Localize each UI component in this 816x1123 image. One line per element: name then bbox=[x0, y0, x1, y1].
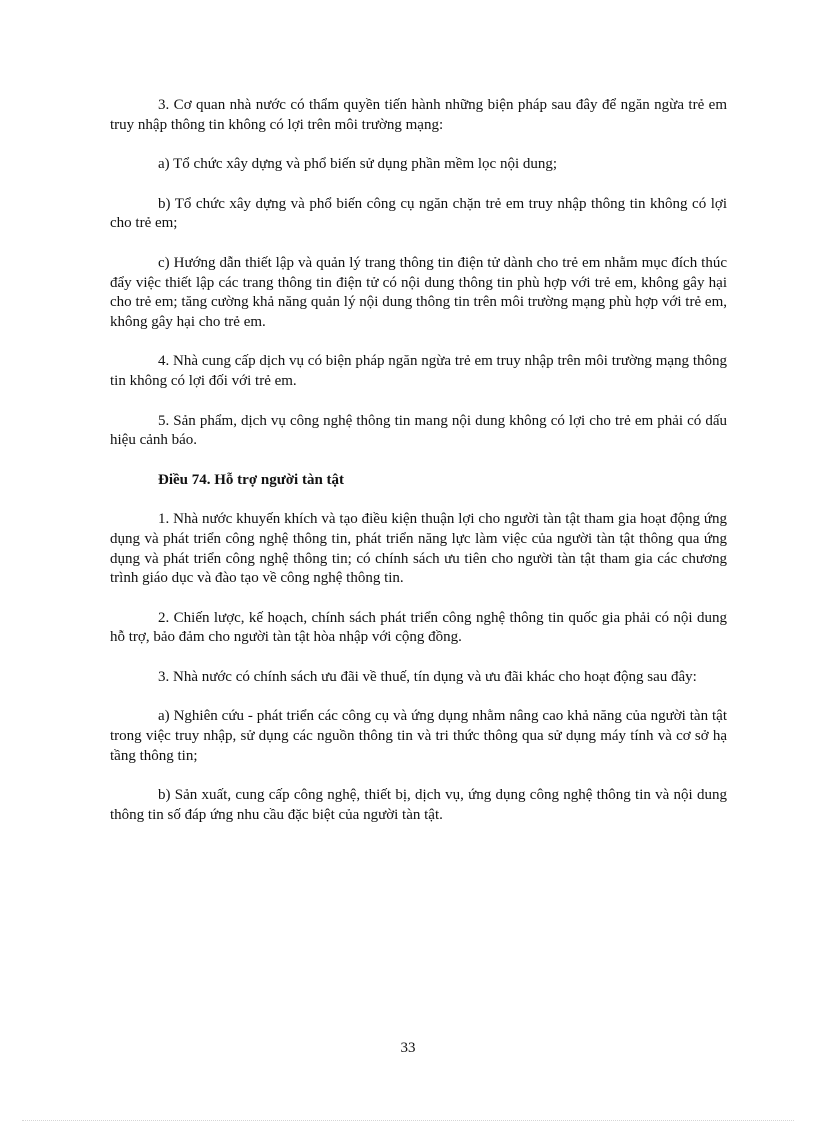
paragraph-5: 5. Sản phẩm, dịch vụ công nghệ thông tin mang nội dung không có lợi cho trẻ em phải có dấu hiệu cảnh báo. bbox=[110, 412, 727, 449]
document-body bbox=[110, 96, 727, 845]
article-74-paragraph-3: 3. Nhà nước có chính sách ưu đãi về thuế, tín dụng và ưu đãi khác cho hoạt động sau đây: bbox=[158, 668, 697, 685]
article-74-paragraph-3a: a) Nghiên cứu - phát triển các công cụ và ứng dụng nhằm nâng cao khả năng của người tàn tật trong việc truy nhập, sử dụng các nguồn thông tin và tri thức thông qua sử dụng máy tính và cơ sở hạ tầng thông tin; bbox=[110, 708, 727, 764]
article-74-paragraph-2: 2. Chiến lược, kế hoạch, chính sách phát triển công nghệ thông tin quốc gia phải có nội dung hỗ trợ, bảo đảm cho người tàn tật hòa nhập với cộng đồng. bbox=[110, 609, 727, 646]
article-74-paragraph-3b: b) Sản xuất, cung cấp công nghệ, thiết bị, dịch vụ, ứng dụng công nghệ thông tin và nội dung thông tin số đáp ứng nhu cầu đặc biệt của người tàn tật. bbox=[110, 787, 727, 823]
paragraph-3b: b) Tổ chức xây dựng và phổ biến công cụ ngăn chặn trẻ em truy nhập thông tin không có lợi cho trẻ em; bbox=[110, 195, 727, 232]
paragraph-4: 4. Nhà cung cấp dịch vụ có biện pháp ngăn ngừa trẻ em truy nhập trên môi trường mạng thông tin không có lợi đối với trẻ em. bbox=[110, 353, 727, 389]
page-number: 33 bbox=[400, 1040, 416, 1056]
page-bottom-divider bbox=[22, 1120, 794, 1121]
paragraph-3-preventive-measures: 3. Cơ quan nhà nước có thẩm quyền tiến hành những biện pháp sau đây để ngăn ngừa trẻ em truy nhập thông tin không có lợi trên môi trường mạng: bbox=[110, 97, 727, 133]
article-74-paragraph-1: 1. Nhà nước khuyến khích và tạo điều kiện thuận lợi cho người tàn tật tham gia hoạt động ứng dụng và phát triển công nghệ thông tin, phát triển năng lực làm việc của người tàn tật thông qua ứng dụng và phát triển công nghệ thông tin; có chính sách ưu tiên cho người tàn tật tham gia các chương trình giáo dục và đào tạo về công nghệ thông tin. bbox=[110, 511, 727, 587]
paragraph-3a: a) Tổ chức xây dựng và phổ biến sử dụng phần mềm lọc nội dung; bbox=[158, 156, 558, 173]
paragraph-3c: c) Hướng dẫn thiết lập và quản lý trang thông tin điện tử dành cho trẻ em nhằm mục đích thúc đẩy việc thiết lập các trang thông tin điện tử có nội dung thông tin phù hợp với trẻ em, không gây hại cho trẻ em; tăng cường khả năng quản lý nội dung thông tin trên môi trường mạng phù hợp với trẻ em, không gây hại cho trẻ em. bbox=[110, 254, 727, 330]
article-74-heading: Điều 74. Hỗ trợ người tàn tật bbox=[158, 471, 345, 488]
